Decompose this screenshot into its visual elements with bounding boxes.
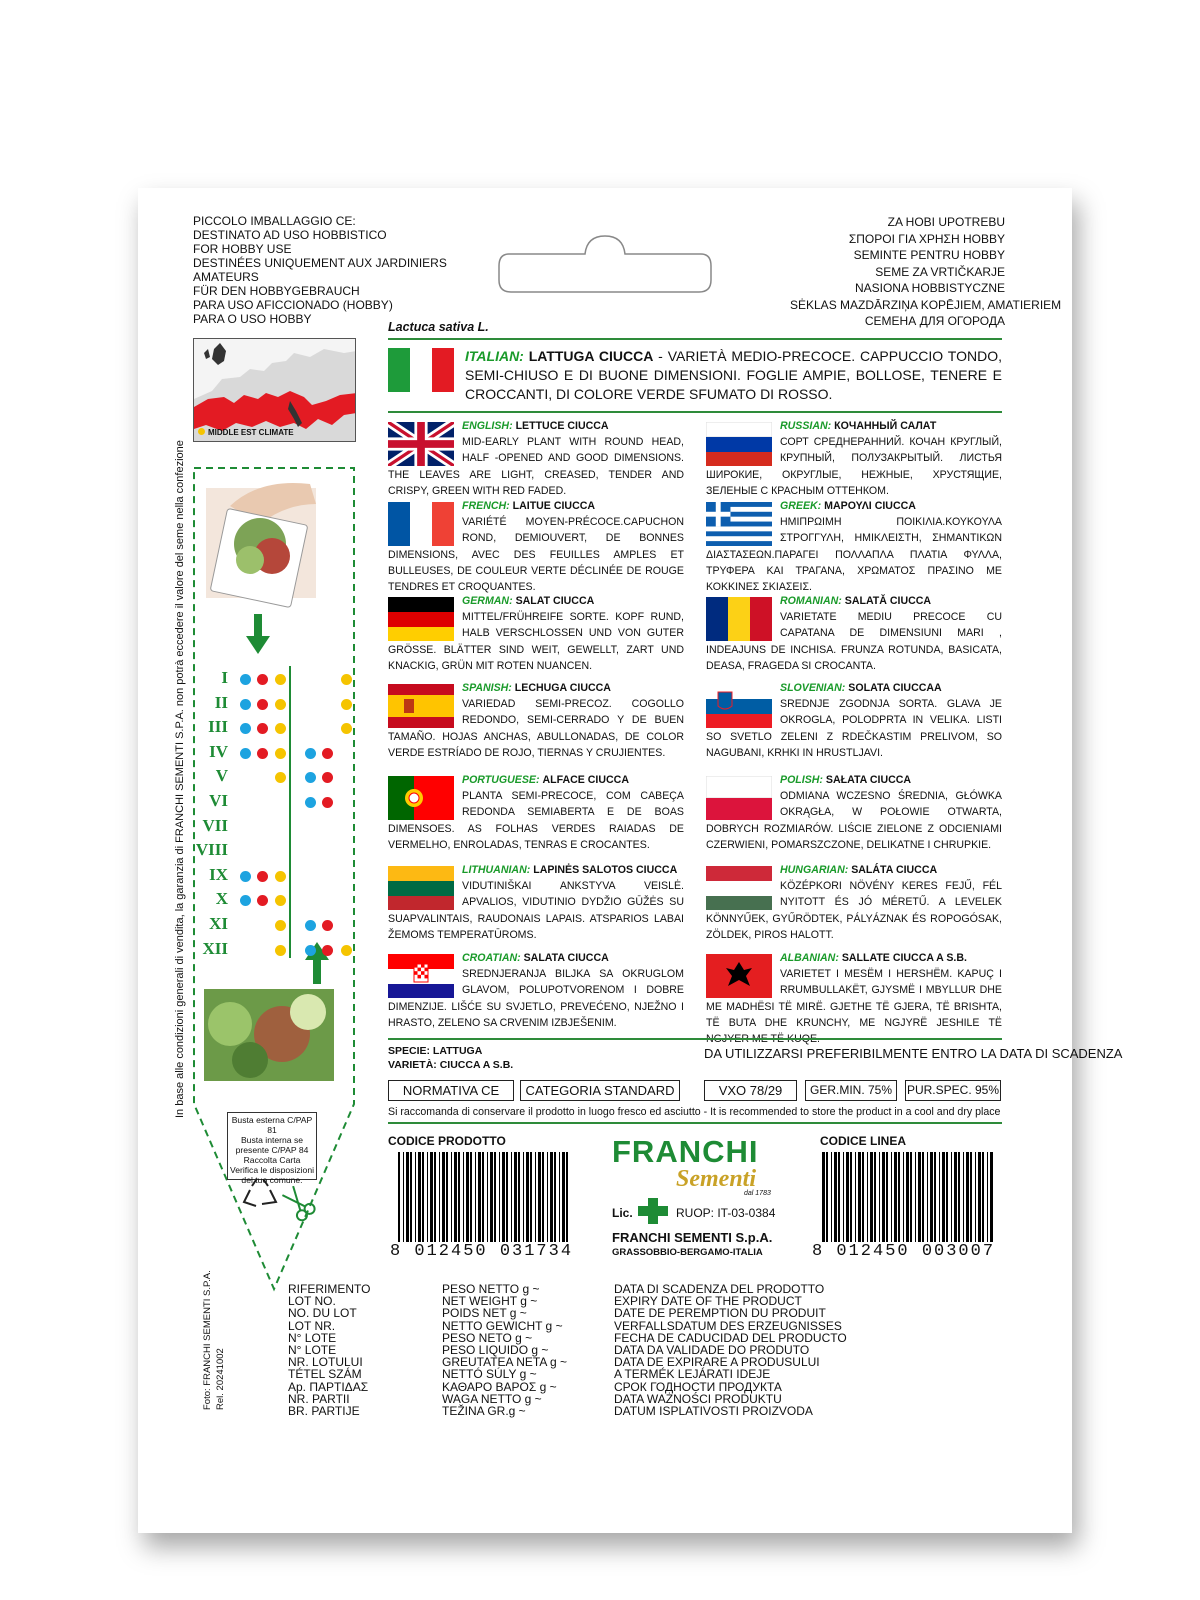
barcode-bar: [843, 1152, 844, 1242]
sowing-dot: [341, 699, 352, 710]
barcode-bar: [415, 1152, 416, 1242]
barcode-bar: [562, 1152, 565, 1242]
divider-italian: [388, 411, 1002, 413]
barcode-bar: [910, 1152, 912, 1242]
language-label: FRENCH:: [462, 500, 510, 512]
hobby-line: AMATEURS: [193, 270, 259, 284]
hobby-line: PARA USO AFICCIONADO (HOBBY): [193, 298, 393, 312]
label-line: N° LOTE: [288, 1330, 337, 1345]
barcode-bar: [846, 1152, 849, 1242]
barcode-bar: [862, 1152, 864, 1242]
barcode-line: [822, 1152, 994, 1242]
language-label: GERMAN:: [462, 595, 513, 607]
barcode-bar: [886, 1152, 888, 1242]
label-line: DATA DA VALIDADE DO PRODUTO: [614, 1343, 810, 1358]
language-text: PLANTA SEMI-PRECOCE, COM CABEÇA REDONDA SEMIABERTA E DE BOAS DIMENSOES. AS FOLHAS VERDES RAIADAS DE VERMELHO, ENROLADAS, TENRAS E CROCANTES.: [388, 790, 684, 851]
expiry-labels: [614, 1283, 847, 1417]
ruop-plant-icon: [638, 1198, 668, 1224]
categoria-box: CATEGORIA STANDARD: [520, 1080, 680, 1101]
label-line: DATA DI SCADENZA DEL PRODOTTO: [614, 1282, 825, 1296]
barcode-bar: [434, 1152, 436, 1242]
label-line: NET WEIGHT g ~: [442, 1294, 538, 1309]
brand-script: Sementi: [676, 1166, 757, 1192]
barcode-bar: [834, 1152, 837, 1242]
hobby-line: PARA O USO HOBBY: [193, 312, 312, 326]
language-label: ALBANIAN:: [780, 952, 839, 964]
barcode-bar: [526, 1152, 529, 1242]
sowing-dot: [305, 748, 316, 759]
barcode-bar: [523, 1152, 524, 1242]
barcode-bar: [559, 1152, 560, 1242]
barcode-bar: [882, 1152, 885, 1242]
map-legend: MIDDLE EST CLIMATE: [198, 428, 294, 437]
language-title: SAŁATA CIUCCA: [825, 774, 912, 786]
hobby-line: ZA HOBI UPOTREBU: [887, 215, 1005, 229]
barcode-bar: [530, 1152, 532, 1242]
italian-description: ITALIAN: LATTUGA CIUCCA - VARIETÀ MEDIO-PRECOCE. CAPPUCCIO TONDO, SEMI-CHIUSO E DI BUONE DIMENSIONI. FOGLIE AMPIE, BOLLOSE, TENERE E CROCCANTI, DI COLORE VERDE SFUMATO DI ROSSO.: [465, 348, 1002, 402]
barcode-bar: [975, 1152, 976, 1242]
barcode-bar: [566, 1152, 568, 1242]
flag-spacer: [706, 950, 780, 998]
barcode-bar: [867, 1152, 868, 1242]
hobby-line: ΣΠΟΡΟΙ ΓΙΑ ΧΡΗΣΗ HOBBY: [848, 231, 1005, 246]
barcode-bar: [922, 1152, 924, 1242]
label-line: N° LOTE: [288, 1343, 337, 1358]
divider-storage: [388, 1122, 1002, 1124]
label-line: EXPIRY DATE OF THE PRODUCT: [614, 1294, 802, 1309]
specie-label: SPECIE: LATTUGA: [388, 1045, 483, 1057]
language-title: LECHUGA CIUCCA: [514, 682, 611, 694]
barcode-bar: [499, 1152, 500, 1242]
sowing-dot: [305, 945, 316, 956]
barcode-bar: [502, 1152, 505, 1242]
barcode-bar: [538, 1152, 541, 1242]
barcode-bar: [934, 1152, 936, 1242]
sowing-dot: [240, 699, 251, 710]
month-label: IV: [209, 741, 228, 761]
barcode-bar: [990, 1152, 993, 1242]
barcode-bar: [482, 1152, 484, 1242]
storage-note: Si raccomanda di conservare il prodotto in luogo fresco ed asciutto - It is recommended to store the product in a cool and dry place: [388, 1106, 1001, 1118]
barcode-line-number: 8 012450 003007: [812, 1242, 996, 1261]
label-line: СРОК ГОДНОСТИ ПРОДУКТА: [614, 1379, 782, 1394]
language-croatia: [388, 950, 684, 1031]
language-title: SALLATE CIUCCA A S.B.: [841, 952, 967, 964]
sowing-dot: [257, 674, 268, 685]
month-label: X: [215, 889, 228, 909]
language-spain: [388, 680, 684, 761]
language-label: CROATIAN:: [462, 952, 521, 964]
barcode-bar: [942, 1152, 945, 1242]
hobby-use-left: [193, 214, 447, 326]
sowing-dot: [257, 871, 268, 882]
barcode-bar: [454, 1152, 457, 1242]
label-line: NR. LOTULUI: [288, 1355, 363, 1370]
foto-credit: Foto: FRANCHI SEMENTI S.P.A.: [202, 1270, 213, 1410]
barcode-bar: [475, 1152, 476, 1242]
sowing-dot: [341, 945, 352, 956]
barcode-bar: [547, 1152, 548, 1242]
barcode-bar: [494, 1152, 496, 1242]
barcode-bar: [463, 1152, 464, 1242]
flag-spacer: [706, 772, 780, 820]
language-text: VARIETATE MEDIU PRECOCE CU CAPATANA DE DIMENSIUNI MARI , INDEAJUNS DE INCHISA. FRUNZA ROTUNDA, BASICATA, DEASA, FRAGEDA SI CROCANTA.: [706, 611, 1002, 672]
sowing-dot: [341, 674, 352, 685]
label-line: DATA WAŻNOŚCI PRODUKTU: [614, 1391, 782, 1406]
climate-map: [193, 338, 356, 442]
sowing-dot: [322, 945, 333, 956]
language-title: ALFACE CIUCCA: [542, 774, 629, 786]
barcode-bar: [410, 1152, 412, 1242]
language-text: MID-EARLY PLANT WITH ROUND HEAD, HALF -OPENED AND GOOD DIMENSIONS. THE LEAVES ARE LIGHT, CREASED, TENDER AND CRISPY, GREEN WITH RED FADED.: [388, 436, 684, 497]
sowing-dot: [240, 871, 251, 882]
divider-bottom: [388, 1038, 1002, 1040]
month-label: VI: [209, 791, 228, 810]
flag-spacer: [388, 593, 462, 641]
month-label: III: [208, 717, 228, 737]
flag-spacer: [706, 680, 780, 728]
barcode-bar: [506, 1152, 508, 1242]
language-albania: [706, 950, 1002, 1047]
hobby-line: SEME ZA VRTIČKARJE: [875, 264, 1005, 279]
flag-spacer: [388, 498, 462, 546]
barcode-product: [398, 1152, 571, 1242]
sowing-dot: [257, 699, 268, 710]
purity-box: PUR.SPEC. 95%: [905, 1080, 1001, 1101]
normativa-box: NORMATIVA CE: [388, 1080, 514, 1101]
language-text: SREDNJE ZGODNJA SORTA. GLAVA JE OKROGLA, POLODPRTA IN VELIKA. LISTI SO SVETLO ZELENI Z RDEČKASTIM PRELIVOM, SO NAGUBANI, KRHKI IN HRUSTLJAVI.: [706, 698, 1002, 759]
language-title: SALÁTA CIUCCA: [851, 864, 938, 876]
barcode-bar: [898, 1152, 900, 1242]
label-line: PESO LIQUIDO g ~: [442, 1343, 549, 1358]
hobby-use-right: [790, 214, 1062, 330]
vxo-box: VXO 78/29: [704, 1080, 797, 1101]
flag-spacer: [388, 680, 462, 728]
barcode-bar: [987, 1152, 988, 1242]
barcode-bar: [838, 1152, 840, 1242]
company-address: GRASSOBBIO-BERGAMO-ITALIA: [612, 1247, 763, 1258]
language-label: PORTUGUESE:: [462, 774, 540, 786]
barcode-bar: [439, 1152, 440, 1242]
barcode-bar: [403, 1152, 404, 1242]
month-label: VIII: [195, 840, 228, 860]
language-label: LITHUANIAN:: [462, 864, 531, 876]
label-line: RIFERIMENTO: [288, 1282, 371, 1296]
barcode-bar: [822, 1152, 825, 1242]
company-name: FRANCHI SEMENTI S.p.A.: [612, 1230, 773, 1245]
sowing-dot: [322, 797, 333, 808]
barcode-bar: [446, 1152, 448, 1242]
lot-labels: [288, 1283, 370, 1417]
label-line: NO. DU LOT: [288, 1306, 357, 1321]
barcode-bar: [963, 1152, 964, 1242]
barcode-bar: [958, 1152, 960, 1242]
label-line: LOT NR.: [288, 1318, 336, 1333]
barcode-product-number: 8 012450 031734: [390, 1242, 574, 1261]
language-text: ODMIANA WCZESNO ŚREDNIA, GŁÓWKA OKRĄGŁA, W POŁOWIE OTWARTA, DOBRYCH ROZMIARÓW. LIŚCIE ZIELONE Z ODCIENIAMI CZERWIENI, POMARSZCZONE, DELIKATNE I CHRUPKIE.: [706, 790, 1002, 851]
month-label: XII: [202, 938, 228, 958]
barcode-bar: [418, 1152, 421, 1242]
language-uk: [388, 418, 684, 499]
label-line: TÉTEL SZÁM: [288, 1367, 362, 1382]
language-label: SPANISH:: [462, 682, 512, 694]
hobby-line: SEMINTE PENTRU HOBBY: [853, 248, 1005, 262]
language-title: SALAT CIUCCA: [515, 595, 595, 607]
barcode-bar: [874, 1152, 876, 1242]
barcode-bar: [550, 1152, 553, 1242]
brand-since: dal 1783: [744, 1190, 771, 1197]
label-line: DATUM ISPLATIVOSTI PROIZVODA: [614, 1404, 813, 1419]
barcode-bar: [535, 1152, 536, 1242]
language-poland: [706, 772, 1002, 853]
latin-name: Lactuca sativa L.: [388, 320, 489, 334]
sowing-dot: [305, 920, 316, 931]
language-russia: [706, 418, 1002, 499]
label-line: PESO NETTO g ~: [442, 1282, 540, 1296]
hobby-line: FÜR DEN HOBBYGEBRAUCH: [193, 284, 360, 298]
language-text: KÖZÉPKORI NÖVÉNY KERES FEJŰ, FÉL NYITOTT ÉS JÓ MÉRETŰ. A LEVELEK KÖNNYŰEK, GYŰRÖDTEK, PÁLYÁZNAK ÉS ROPOGÓSAK, ZÖLDEK, PIROS HALOTT.: [706, 880, 1002, 941]
language-title: LAPINĖS SALOTOS CIUCCA: [533, 864, 678, 876]
label-line: A TERMÉK LEJÁRATI IDEJE: [614, 1367, 771, 1382]
barcode-bar: [831, 1152, 832, 1242]
language-text: VARIÉTÉ MOYEN-PRÉCOCE.CAPUCHON ROND, DEMIOUVERT, DE BONNES DIMENSIONS, AVEC DES FEUILLES AMPLES ET BULLEUSES, DE COULEUR VERTE DÉCLINÉE DE ROUGE TENDRES ET CROQUANTES.: [388, 516, 684, 594]
language-text: VARIETET I MESËM I HERSHËM. KAPUÇ I RRUMBULLAKËT, GJYSMË I MBYLLUR DHE ME MADHËSI TË MIRË. GJETHE TË GJERA, TË BRISHTA, TË BUTA DHE KRUNCHY, ME NGJYRË JESHILE TË: [706, 968, 1002, 1029]
flag-spacer: [388, 418, 462, 466]
language-label: RUSSIAN:: [780, 420, 832, 432]
release-number: Rel. 20241002: [215, 1348, 226, 1410]
barcode-bar: [982, 1152, 984, 1242]
label-line: BR. PARTIJE: [288, 1404, 360, 1419]
language-germany: [388, 593, 684, 674]
sowing-dot: [275, 871, 286, 882]
label-line: FECHA DE CADUCIDAD DEL PRODUCTO: [614, 1330, 847, 1345]
language-label: ROMANIAN:: [780, 595, 842, 607]
sowing-dot: [305, 797, 316, 808]
product-code-label: CODICE PRODOTTO: [388, 1134, 506, 1148]
barcode-bar: [930, 1152, 933, 1242]
flag-spacer: [706, 418, 780, 466]
barcode-bar: [939, 1152, 940, 1242]
barcode-bar: [442, 1152, 445, 1242]
language-text: VIDUTINIŠKAI ANKSTYVA VEISLĖ. APVALIOS, VIDUTINIO DYDŽIO GŪŽĖS SU SUAPVALINTAIS, RAUDONAIS LAPAIS. ATSPARIOS LABAI ŽEMOMS TEMPERATŪROMS.: [388, 880, 684, 941]
divider-top: [388, 338, 1002, 340]
label-line: DATE DE PEREMPTION DU PRODUIT: [614, 1306, 826, 1321]
flag-spacer: [706, 498, 780, 546]
language-text: VARIEDAD SEMI-PRECOZ. COGOLLO REDONDO, SEMI-CERRADO Y DE BUEN TAMAÑO. HOJAS ANCHAS, ABULLONADAS, DE COLOR VERDE ESTRÍADO DE ROJO, TIERNAS Y CRUJIENTES.: [388, 698, 684, 759]
barcode-bar: [554, 1152, 556, 1242]
flag-spacer: [706, 593, 780, 641]
barcode-bar: [458, 1152, 460, 1242]
language-label: HUNGARIAN:: [780, 864, 849, 876]
language-title: SOLATA CIUCCAA: [848, 682, 942, 694]
barcode-bar: [970, 1152, 972, 1242]
barcode-bar: [906, 1152, 909, 1242]
hobby-line: FOR HOBBY USE: [193, 242, 292, 256]
barcode-bar: [915, 1152, 916, 1242]
barcode-bar: [978, 1152, 981, 1242]
language-text: СОРТ СРЕДНЕРАННИЙ. КОЧАН КРУГЛЫЙ, КРУПНЫЙ, ПОЛУЗАКРЫТЫЙ. ЛИСТЬЯ ШИРОКИЕ, ОКРУГЛЫЕ, НЕЖНЫЕ, ХРУСТЯЩИЕ, ЗЕЛЕНЫЕ С КРАСНЫМ ОТТЕНКОМ.: [706, 436, 1002, 497]
language-hungary: [706, 862, 1002, 943]
sowing-dot: [322, 748, 333, 759]
barcode-bar: [954, 1152, 957, 1242]
barcode-bar: [542, 1152, 544, 1242]
barcode-bar: [855, 1152, 856, 1242]
ruop-code: RUOP: IT-03-0384: [676, 1206, 776, 1220]
barcode-bar: [951, 1152, 952, 1242]
brand-name: FRANCHI: [612, 1134, 759, 1169]
language-slovenia: [706, 680, 1002, 761]
language-france: [388, 498, 684, 595]
barcode-bar: [870, 1152, 873, 1242]
language-title: LETTUCE CIUCCA: [515, 420, 609, 432]
weight-labels: [442, 1283, 567, 1417]
flag-spacer: [388, 862, 462, 910]
month-label: IX: [209, 864, 228, 884]
barcode-bar: [422, 1152, 424, 1242]
sowing-dot: [257, 748, 268, 759]
month-label: II: [214, 692, 228, 712]
label-line: GREUTATEA NETA g ~: [442, 1355, 568, 1370]
barcode-bar: [514, 1152, 517, 1242]
month-label: I: [221, 668, 228, 687]
language-title: SALATA CIUCCA: [523, 952, 609, 964]
license-label: Lic.: [612, 1206, 633, 1220]
sowing-dot: [275, 699, 286, 710]
label-line: PESO NETO g ~: [442, 1330, 533, 1345]
barcode-bar: [427, 1152, 428, 1242]
guarantee-note: In base alle condizioni generali di vendita, la garanzia di FRANCHI SEMENTI S.P.A. non potrà eccedere il valore del seme nella confezione: [174, 440, 186, 1118]
sowing-dot: [275, 920, 286, 931]
germination-box: GER.MIN. 75%: [805, 1080, 897, 1101]
label-line: ΚΑΘΑΡΟ ΒΑΡΟΣ g ~: [442, 1379, 557, 1394]
language-lithuania: [388, 862, 684, 943]
barcode-bar: [451, 1152, 452, 1242]
flag-spacer: [388, 772, 462, 820]
language-label: ENGLISH:: [462, 420, 513, 432]
language-text: SREDNJERANJA BILJKA SA OKRUGLOM GLAVOM, POLUPOTVORENOM I DOBRE DIMENZIJE. LIŠĆE SU SVJETLO, PREVEĆENO, NJEŽNO I HRASTO, ZELENO SA CRVENIM IZBJEŠENIM.: [388, 968, 684, 1029]
barcode-bar: [891, 1152, 892, 1242]
barcode-bar: [927, 1152, 928, 1242]
packaging-info: Busta esterna C/PAP 81 Busta interna se presente C/PAP 84 Raccolta Carta Verifica le disposizioni del tuo comune.: [227, 1112, 317, 1180]
language-text: ΗΜΙΠΡΩΙΜΗ ΠΟΙΚΙΛΙΑ.ΚΟΥΚΟΥΛΑ ΣΤΡΟΓΓΥΛΗ, ΗΜΙΚΛΕΙΣΤΗ, ΣΗΜΑΝΤΙΚΩΝ ΔΙΑΣΤΑΣΕΩΝ.ΠΑΡΑΓΕΙ ΠΟΛΛΑΠΛΑ ΠΛΑΤΙΑ ΦΥΛΛΑ, ΤΡΥΦΕΡΑ ΚΑΙ ΤΡΑΓΑΝΑ, ΧΡΩΜΑΤΟΣ ΠΡΑΣΙΝΟ ΜΕ ΚΟΚΚΙΝΕΣ ΣΚΙΑΣΕΙΣ.: [706, 516, 1002, 594]
barcode-bar: [490, 1152, 493, 1242]
language-portugal: [388, 772, 684, 853]
language-romania: [706, 593, 1002, 674]
sowing-dot: [240, 748, 251, 759]
label-line: LOT NO.: [288, 1294, 336, 1309]
month-label: XI: [209, 914, 228, 933]
sowing-dot: [275, 674, 286, 685]
barcode-bar: [903, 1152, 904, 1242]
language-label: SLOVENIAN:: [780, 682, 846, 694]
barcode-bar: [850, 1152, 852, 1242]
expiry-note: DA UTILIZZARSI PREFERIBILMENTE ENTRO LA DATA DI SCADENZA: [704, 1046, 1123, 1061]
hobby-line: DESTINÉES UNIQUEMENT AUX JARDINIERS: [193, 256, 447, 270]
sowing-dot: [240, 674, 251, 685]
barcode-bar: [430, 1152, 433, 1242]
label-line: NR. PARTII: [288, 1391, 350, 1406]
hobby-line: NASIONA HOBBISTYCZNE: [854, 281, 1005, 295]
label-line: VERFALLSDATUM DES ERZEUGNISSES: [614, 1318, 842, 1333]
language-title: ΜΑΡΟΥΛΙ CIUCCA: [824, 500, 916, 512]
label-line: DATA DE EXPIRARE A PRODUSULUI: [614, 1355, 820, 1370]
barcode-bar: [518, 1152, 520, 1242]
hobby-line: DESTINATO AD USO HOBBISTICO: [193, 228, 387, 242]
barcode-bar: [826, 1152, 828, 1242]
barcode-bar: [879, 1152, 880, 1242]
hobby-line: SĖKLAS MAZDĀRZIŅA KOPĒJIEM, AMATIERIEM: [790, 297, 1062, 312]
language-title: КОЧАННЫЙ САЛАТ: [834, 420, 937, 432]
language-text: MITTEL/FRÜHREIFE SORTE. KOPF RUND, HALB VERSCHLOSSEN UND VON GUTER GRÖSSE. BLÄTTER SIND WEIT, GEWELLT, ZART UND KNACKIG, GRÜN MIT ROTEN NUANCEN.: [388, 611, 684, 672]
language-title: SALATĂ CIUCCA: [844, 595, 932, 607]
language-greece: [706, 498, 1002, 595]
label-line: WAGA NETTO g ~: [442, 1391, 542, 1406]
barcode-bar: [487, 1152, 488, 1242]
label-line: Ар. ΠΑΡΤΙΔΑΣ: [288, 1379, 369, 1394]
barcode-bar: [511, 1152, 512, 1242]
language-label: GREEK:: [780, 500, 822, 512]
barcode-bar: [470, 1152, 472, 1242]
barcode-bar: [398, 1152, 400, 1242]
variety-label: VARIETÀ: CIUCCA A S.B.: [388, 1059, 514, 1071]
hang-hole: [495, 232, 715, 296]
hobby-line: СЕМЕНА ДЛЯ ОГОРОДА: [864, 314, 1005, 328]
flag-italy-icon: [388, 348, 454, 392]
label-line: TEŽINA GR.g ~: [442, 1404, 526, 1419]
sowing-dot: [275, 945, 286, 956]
language-label: POLISH:: [780, 774, 823, 786]
line-code-label: CODICE LINEA: [820, 1134, 907, 1148]
flag-spacer: [706, 862, 780, 910]
barcode-bar: [918, 1152, 921, 1242]
sowing-dot: [275, 748, 286, 759]
barcode-bar: [406, 1152, 409, 1242]
label-line: NETTÓ SÚLY g ~: [442, 1367, 537, 1382]
month-label: VII: [202, 815, 228, 835]
hobby-line: PICCOLO IMBALLAGGIO CE:: [193, 214, 356, 228]
sowing-dot: [322, 920, 333, 931]
language-title: LAITUE CIUCCA: [512, 500, 596, 512]
barcode-bar: [946, 1152, 948, 1242]
barcode-bar: [478, 1152, 481, 1242]
barcode-bar: [858, 1152, 861, 1242]
flag-spacer: [388, 950, 462, 998]
barcode-bar: [466, 1152, 469, 1242]
legend-dot-icon: [198, 428, 205, 435]
barcode-bar: [894, 1152, 897, 1242]
label-line: POIDS NET g ~: [442, 1306, 527, 1321]
barcode-bar: [966, 1152, 969, 1242]
month-label: V: [215, 766, 228, 786]
label-line: NETTO GEWICHT g ~: [442, 1318, 563, 1333]
